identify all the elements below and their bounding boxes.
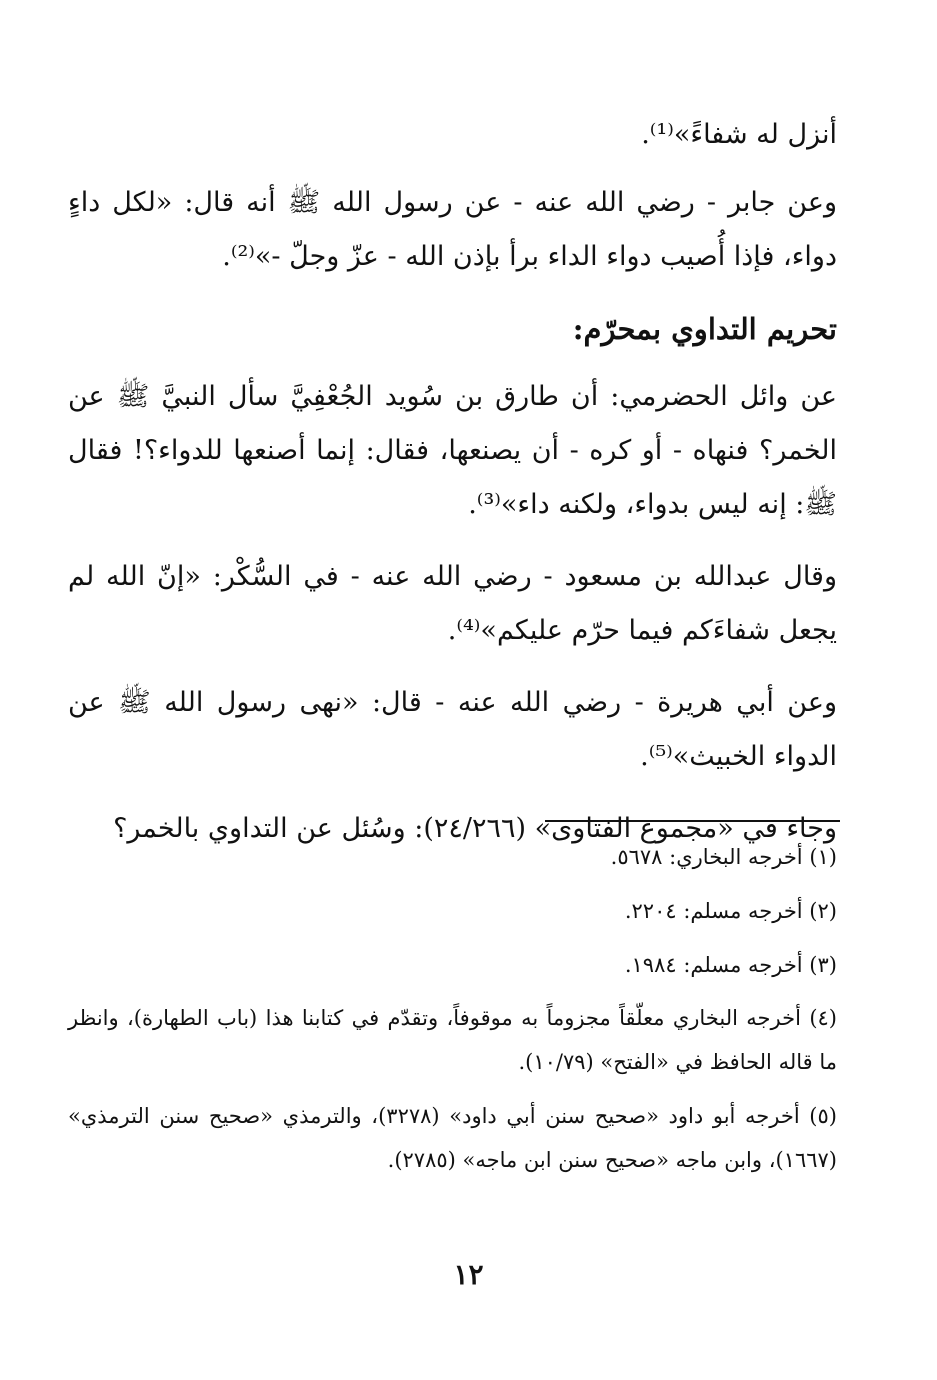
footnote-2: (٢) أخرجه مسلم: ٢٢٠٤.	[624, 899, 837, 923]
paragraph-abu-hurayra: وعن أبي هريرة - رضي الله عنه - قال: «نهى رسول الله ﷺ عن الدواء الخبيث»⁽⁵⁾.	[68, 687, 837, 772]
footnote-4: (٤) أخرجه البخاري معلّقاً مجزوماً به موقوفاً، وتقدّم في كتابنا هذا (باب الطهارة)، وانظر ما قاله الحافظ في «الفتح» (١٠/٧٩).	[68, 1006, 837, 1074]
footnotes	[68, 834, 837, 1192]
footnote-3: (٣) أخرجه مسلم: ١٩٨٤.	[624, 953, 837, 977]
section-heading: تحريم التداوي بمحرّم:	[572, 312, 837, 346]
paragraph-ibn-masud: وقال عبدالله بن مسعود - رضي الله عنه - في السُّكْر: «إنّ الله لم يجعل شفاءَكم فيما حرّم عليكم»⁽⁴⁾.	[68, 561, 837, 646]
footnote-5: (٥) أخرجه أبو داود «صحيح سنن أبي داود» (٣٢٧٨)، والترمذي «صحيح سنن الترمذي» (١٦٦٧)، وابن ماجه «صحيح سنن ابن ماجه» (٢٧٨٥).	[68, 1104, 837, 1172]
footnote-1: (١) أخرجه البخاري: ٥٦٧٨.	[610, 845, 837, 869]
main-text	[68, 108, 837, 874]
footnote-divider	[545, 820, 840, 822]
paragraph-jabir-hadith: وعن جابر - رضي الله عنه - عن رسول الله ﷺ أنه قال: «لكل داءٍ دواء، فإذا أُصيب دواء الداء برأ بإذن الله - عزّ وجلّ -»⁽²⁾.	[68, 187, 837, 272]
paragraph-continuation: أنزل له شفاءً»⁽¹⁾.	[641, 119, 837, 150]
page-number: ١٢	[453, 1258, 484, 1291]
paragraph-fatawa: وجاء في «مجموع الفتاوى» (٢٤/٢٦٦): وسُئل عن التداوي بالخمر؟	[113, 813, 837, 844]
paragraph-wail-hadith: عن وائل الحضرمي: أن طارق بن سُويد الجُعْفِيَّ سأل النبيَّ ﷺ عن الخمر؟ فنهاه - أو كره - أن يصنعها، فقال: إنما أصنعها للدواء؟! فقال ﷺ: إنه ليس بدواء، ولكنه داء»⁽³⁾.	[68, 381, 837, 520]
